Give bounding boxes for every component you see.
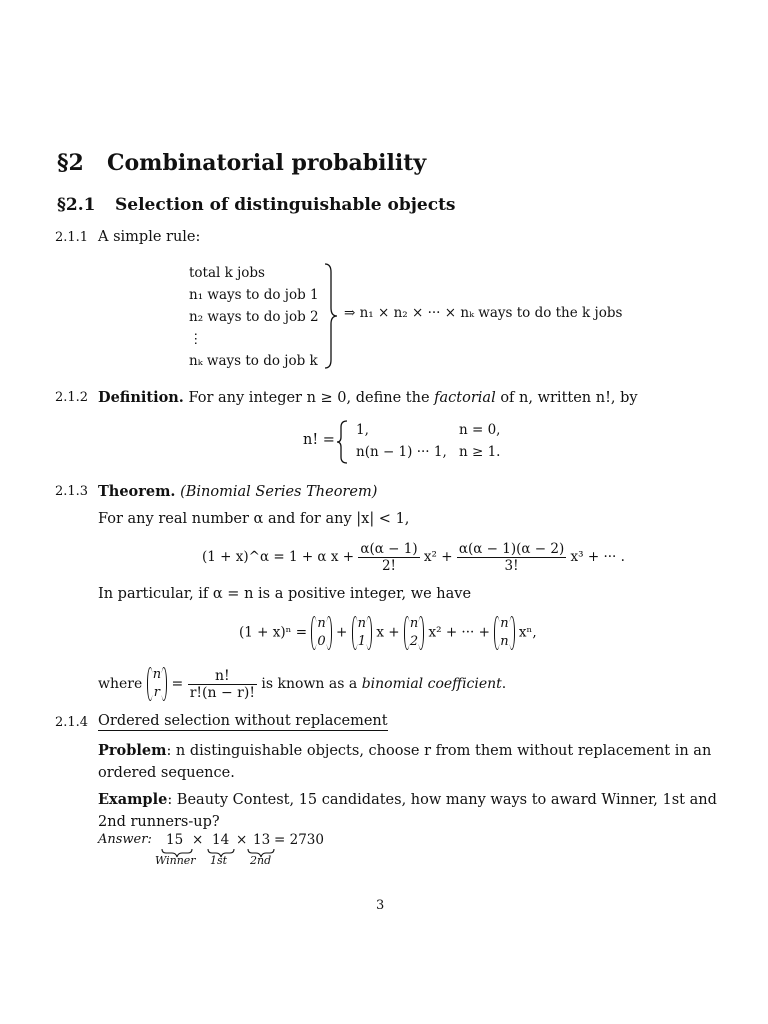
subsection-number: §2.1 [57,195,96,215]
theorem-line [98,483,377,500]
ordered-selection-heading: Ordered selection without replacement [98,713,388,729]
item-number-214: 2.1.4 [55,715,89,730]
rule-line: n₂ ways to do job 2 [189,309,319,325]
answer-result: = 2730 [274,832,324,848]
theorem-label: Theorem. [98,483,176,500]
binomial-term: xⁿ, [518,624,537,641]
problem-paragraph [98,740,718,784]
definition-term: factorial [434,390,496,406]
fraction [188,668,257,701]
rule-line: ⋮ [189,331,203,347]
binomial-coefficient: n 0 [311,615,331,651]
binomial-term: x + [376,624,400,641]
fraction-numerator: α(α − 1)(α − 2) [458,541,565,557]
rule-conclusion: ⇒ n₁ × n₂ × ··· × nₖ ways to do the k jobs [344,305,623,321]
item-number-211: 2.1.1 [55,230,89,245]
theorem-subtitle: (Binomial Series Theorem) [180,484,378,500]
example-text: : Beauty Contest, 15 candidates, how many ways to award Winner, 1st and 2nd runners-up? [98,792,717,830]
binomial-coefficient: n 2 [404,615,424,651]
equals-sign: = [171,676,184,692]
definition-line [98,389,638,406]
where-text: where [98,676,143,692]
binomial-coefficient: n r [147,666,167,702]
theorem-statement: For any real number α and for any |x| < 1, [98,511,410,527]
subsection-heading [57,195,456,215]
right-brace-icon [322,262,340,370]
left-brace-icon [336,419,350,465]
binomial-series-equation [202,541,625,574]
rule-line: total k jobs [189,265,265,281]
definition-label: Definition. [98,389,184,406]
brace-label: Winner [155,854,196,867]
brace-label: 2nd [250,854,272,867]
example-paragraph [98,789,718,833]
answer-factor: 13 [253,832,271,848]
fraction-denominator: r!(n − r)! [189,684,255,701]
times-sign: × [236,832,248,848]
definition-text-before: For any integer n ≥ 0, define the [188,390,435,406]
factorial-lhs: n! = [303,432,335,448]
item-214-heading [98,713,388,729]
fraction [358,541,419,574]
binomial-expansion [239,615,537,651]
brace-label: 1st [210,854,228,867]
item-number-212: 2.1.2 [55,390,89,405]
binomial-coefficient: n 1 [352,615,372,651]
where-end: . [501,676,507,692]
fraction-denominator: 2! [381,558,396,574]
problem-text: : n distinguishable objects, choose r from them without replacement in an ordered sequence. [98,743,712,781]
page-number: 3 [376,898,385,913]
binomial-coefficient: n n [494,615,514,651]
answer-factor: 14 [212,832,230,848]
answer-factor: 15 [166,832,184,848]
section-title: Combinatorial probability [107,150,427,176]
fraction-denominator: 3! [504,558,519,574]
rule-line: n₁ ways to do job 1 [189,287,319,303]
fraction-numerator: n! [188,668,257,685]
example-label: Example [98,791,168,808]
times-sign: × [192,832,204,848]
fraction-numerator: α(α − 1) [360,541,418,557]
where-after: is known as a [261,676,362,692]
series-term: x³ + ··· . [570,549,625,565]
case-1-condition: n = 0, [459,422,501,438]
binomial-coefficient-definition [98,666,506,702]
answer-label: Answer: [98,832,152,847]
fraction [457,541,566,574]
particular-case-text: In particular, if α = n is a positive integer, we have [98,586,472,602]
rule-line: nₖ ways to do job k [189,353,318,369]
binomial-term: + [336,624,348,641]
rule-list [189,262,319,372]
section-number: §2 [57,150,84,176]
section-heading [57,150,426,176]
where-term: binomial coefficient [361,676,502,692]
subsection-title: Selection of distinguishable objects [115,195,456,215]
definition-text-after: of n, written n!, by [495,390,638,406]
series-lhs: (1 + x)^α = 1 + α x + [202,549,355,565]
item-number-213: 2.1.3 [55,484,89,499]
case-2-condition: n ≥ 1. [459,444,501,460]
series-term: x² + [423,549,453,565]
case-2-value: n(n − 1) ··· 1, [356,444,447,460]
item-211-text: A simple rule: [98,229,201,245]
binomial-term: x² + ··· + [428,624,490,641]
binomial-lhs: (1 + x)ⁿ = [239,624,308,641]
case-1-value: 1, [356,422,369,438]
problem-label: Problem [98,742,167,759]
